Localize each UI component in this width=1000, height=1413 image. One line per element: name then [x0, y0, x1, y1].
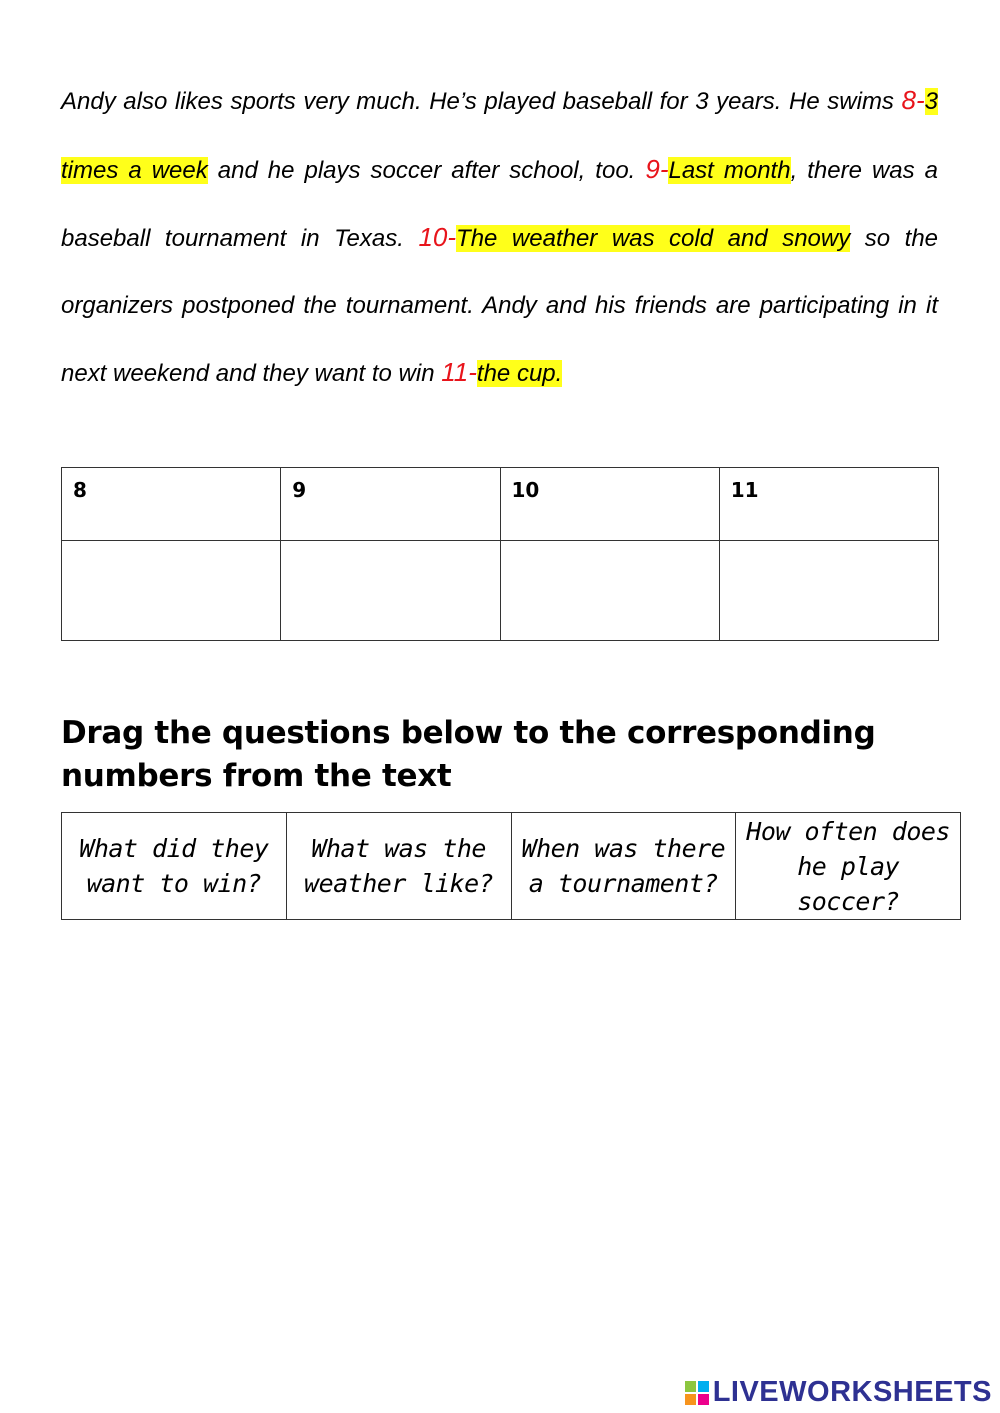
answer-header-8: 8	[73, 478, 87, 502]
instructions-heading: Drag the questions below to the corresponding numbers from the text	[61, 715, 876, 794]
brand-name: LIVEWORKSHEETS	[712, 1376, 992, 1408]
passage-text: , there was a baseball tournament in Texas.	[61, 156, 938, 252]
passage-text: Andy also likes sports very much. He’s played baseball for 3 years. He swims	[61, 88, 902, 115]
brand-footer	[685, 1376, 992, 1409]
draggable-question-1[interactable]: What did they want to win?	[62, 813, 287, 920]
answer-header-cell	[719, 468, 938, 541]
brand-logo-icon	[685, 1381, 709, 1405]
marker-11: 11-	[441, 357, 477, 387]
drop-zone-8[interactable]	[62, 541, 281, 641]
marker-10: 10-	[418, 222, 457, 252]
question-bank	[61, 812, 961, 920]
passage-text: so the organizers postponed the tournament. Andy and his friends are participating in it next weekend and they want to win	[61, 225, 939, 387]
drop-zone-9[interactable]	[281, 541, 500, 641]
marker-9: 9-	[645, 153, 669, 184]
answer-header-10: 10	[511, 478, 540, 502]
draggable-question-4[interactable]: How often does he play soccer?	[736, 813, 961, 920]
marker-8: 8-	[901, 85, 925, 115]
highlight-8: 3 times a week	[61, 88, 938, 184]
draggable-question-2[interactable]: What was the weather like?	[286, 813, 511, 920]
drop-zone-11[interactable]	[719, 541, 938, 641]
reading-passage	[61, 67, 938, 408]
answer-header-cell	[281, 468, 500, 541]
draggable-question-3[interactable]: When was there a tournament?	[511, 813, 736, 920]
highlight-9: Last month	[668, 156, 791, 184]
answer-header-cell	[500, 468, 719, 541]
highlight-11: the cup.	[476, 360, 563, 387]
passage-text: and he plays soccer after school, too.	[207, 156, 646, 184]
drop-zone-10[interactable]	[500, 541, 719, 641]
answer-header-9: 9	[292, 478, 307, 502]
highlight-10: The weather was cold and snowy	[456, 225, 851, 252]
answer-table	[61, 467, 939, 641]
answer-header-cell	[62, 468, 281, 541]
answer-header-11: 11	[730, 478, 759, 502]
